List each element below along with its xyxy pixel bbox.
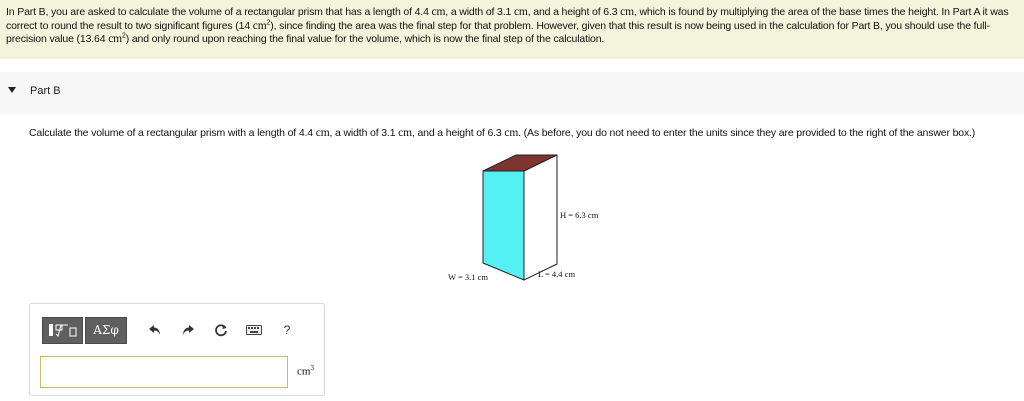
prism-side-face xyxy=(524,155,557,280)
redo-icon xyxy=(181,323,195,337)
redo-button[interactable] xyxy=(178,320,198,340)
part-b-header[interactable] xyxy=(0,72,1024,114)
keyboard-button[interactable] xyxy=(244,320,264,340)
reset-icon xyxy=(214,323,228,337)
hint-box xyxy=(0,0,1024,59)
answer-unit-label: $cm^3$ xyxy=(297,364,314,378)
prism-front-face xyxy=(483,171,524,280)
caret-down-icon[interactable] xyxy=(8,87,16,93)
reset-button[interactable] xyxy=(211,320,231,340)
undo-icon xyxy=(148,323,162,337)
templates-icon xyxy=(48,322,78,338)
height-label: H = 6.3 cm xyxy=(560,210,599,220)
prism-figure xyxy=(440,148,620,288)
hint-text: In Part B, you are asked to calculate the volume of a rectangular prism that has a length of 4.4 cm, a width of 3.1 cm, and a height of 6.3 cm, which is found by multiplying the area of the base times the height. In Part A it was correct to round the result to two significant figures (14 $cm^2$), since finding the area was the final step for that problem. However, given that this result is now being used in the calculation for Part B, you should use the full-precision value (13.64 $cm^2$) and only round upon reaching the final value for the volume, which is now the final step of the calculation. xyxy=(6,6,1009,45)
width-label: W = 3.1 cm xyxy=(448,272,489,282)
undo-button[interactable] xyxy=(145,320,165,340)
part-title: Part B xyxy=(30,85,61,97)
question-text: Calculate the volume of a rectangular prism with a length of 4.4 cm, a width of 3.1 cm, and a height of 6.3 cm. (As before, you do not need to enter the units since they are provided to the right of the answer box.) xyxy=(29,127,976,139)
templates-button[interactable] xyxy=(42,317,83,344)
math-toolbar xyxy=(42,316,297,344)
help-button[interactable]: ? xyxy=(283,323,291,337)
symbols-button[interactable]: ΑΣφ xyxy=(85,317,127,344)
answer-panel xyxy=(29,303,325,396)
keyboard-icon xyxy=(246,325,262,335)
length-label: L = 4.4 cm xyxy=(538,269,576,279)
answer-input[interactable] xyxy=(40,356,288,388)
